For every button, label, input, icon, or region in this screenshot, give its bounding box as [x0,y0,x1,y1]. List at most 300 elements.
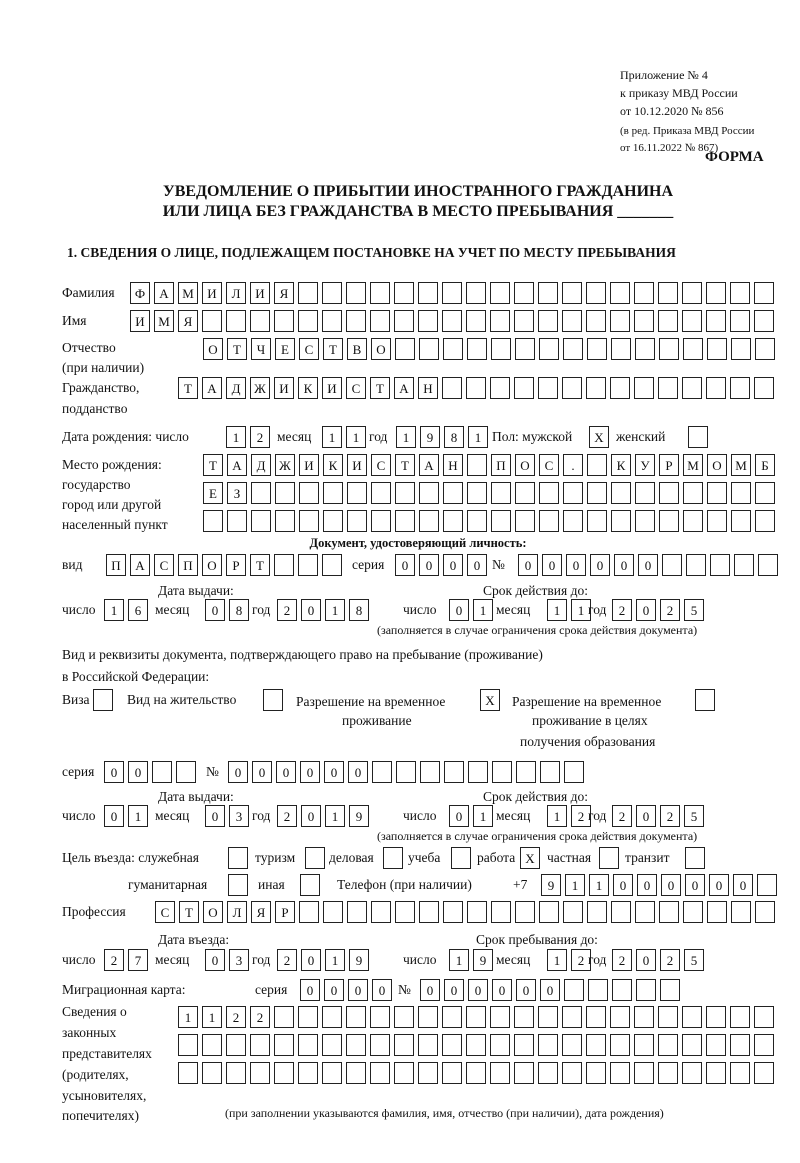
char-cell [370,1034,390,1056]
date-label: месяц [155,808,190,823]
right-valid-year-cells [612,805,708,827]
char-cell: Т [179,901,199,923]
char-cell [683,482,703,504]
char-cell: 2 [571,949,591,971]
char-cell [636,979,656,1001]
char-cell [634,1034,654,1056]
char-cell [274,1062,294,1084]
char-cell [734,554,754,576]
char-cell [492,761,512,783]
char-cell [490,1034,510,1056]
char-cell [730,1034,750,1056]
label-profession: Профессия [62,904,126,919]
label-reps: Сведения о [62,1004,127,1019]
label-reps: представителях [62,1046,152,1061]
char-cell [394,310,414,332]
char-cell: 0 [324,979,344,1001]
right-valid-day-cells [449,805,497,827]
char-cell [563,482,583,504]
char-cell: 0 [516,979,536,1001]
right-number-cells [228,761,588,783]
char-cell: 0 [636,949,656,971]
label-reps: законных [62,1025,117,1040]
char-cell [514,1034,534,1056]
char-cell: Я [178,310,198,332]
char-cell: Б [755,454,775,476]
char-cell [754,282,774,304]
char-cell [394,282,414,304]
char-cell: И [347,454,367,476]
profession-cells [155,901,779,923]
char-cell [610,1062,630,1084]
char-cell [202,1062,222,1084]
purpose-work-checkbox [520,847,544,869]
char-cell [731,338,751,360]
char-cell: С [371,454,391,476]
char-cell: 0 [300,979,320,1001]
label-work: работа [477,850,516,865]
char-cell: 0 [613,874,633,896]
doc-valid-day-cells [449,599,497,621]
char-cell: 0 [372,979,392,1001]
char-cell: 5 [684,949,704,971]
char-cell [610,377,630,399]
char-cell: Я [274,282,294,304]
label-birthplace-city: город или другой [62,497,162,512]
char-cell [203,510,223,532]
char-cell: П [106,554,126,576]
char-cell: 0 [468,979,488,1001]
char-cell: Е [275,338,295,360]
char-cell: 2 [277,599,297,621]
char-cell: М [731,454,751,476]
char-cell [371,482,391,504]
stay-year-cells [612,949,708,971]
label-patronymic-note: (при наличии) [62,360,145,375]
char-cell [298,1006,318,1028]
char-cell [562,1062,582,1084]
right-doc-heading: Вид и реквизиты документа, подтверждающего право на пребывание (проживание) [62,647,543,662]
label-birthplace-locality: населенный пункт [62,517,168,532]
birthplace-cells-3 [203,510,779,532]
purpose-study-checkbox [451,847,475,869]
char-cell [442,377,462,399]
char-cell: 1 [202,1006,222,1028]
char-cell [731,482,751,504]
char-cell: 1 [547,949,567,971]
char-cell [467,338,487,360]
label-female: женский [616,429,666,444]
char-cell [611,901,631,923]
char-cell [682,1006,702,1028]
char-cell: Ф [130,282,150,304]
char-cell [662,554,682,576]
char-cell: X [589,426,609,448]
char-cell: Я [251,901,271,923]
char-cell: Л [227,901,247,923]
char-cell [299,482,319,504]
char-cell [539,901,559,923]
char-cell [346,310,366,332]
char-cell: П [178,554,198,576]
char-cell: 2 [250,426,270,448]
label-patronymic: Отчество [62,340,116,355]
char-cell [322,1006,342,1028]
char-cell: Д [251,454,271,476]
char-cell: 0 [205,599,225,621]
char-cell [612,979,632,1001]
label-trpe: Разрешение на временное [512,694,662,709]
char-cell: 1 [325,805,345,827]
label-birthplace-state: государство [62,477,131,492]
char-cell [634,282,654,304]
char-cell: 0 [205,805,225,827]
char-cell [706,377,726,399]
char-cell: У [635,454,655,476]
label-surname: Фамилия [62,285,115,300]
char-cell [322,1062,342,1084]
char-cell [658,1062,678,1084]
char-cell [298,554,318,576]
label-birth-date: Дата рождения: число [62,429,189,444]
char-cell: С [346,377,366,399]
date-label: число [62,952,96,967]
char-cell [298,1034,318,1056]
char-cell: 1 [547,599,567,621]
char-cell [634,1062,654,1084]
char-cell [442,1062,462,1084]
date-label: число [403,952,437,967]
char-cell [755,510,775,532]
label-reps: попечителях) [62,1108,139,1123]
label-reps: усыновителях, [62,1088,147,1103]
char-cell: 0 [566,554,586,576]
char-cell [298,1062,318,1084]
reps-cells-1 [178,1006,778,1028]
char-cell [347,510,367,532]
char-cell: 0 [300,761,320,783]
name-cells [130,310,778,332]
validity-note: (заполняется в случае ограничения срока действия документа) [377,623,698,637]
purpose-transit-checkbox [685,847,709,869]
char-cell [491,482,511,504]
reps-cells-3 [178,1062,778,1084]
char-cell [659,901,679,923]
char-cell [442,282,462,304]
char-cell: 2 [612,805,632,827]
label-private: частная [547,850,592,865]
char-cell: 0 [419,554,439,576]
char-cell [588,979,608,1001]
char-cell [418,1062,438,1084]
char-cell [418,310,438,332]
mc-series-cells [300,979,396,1001]
char-cell: 0 [661,874,681,896]
char-cell: А [419,454,439,476]
char-cell: 9 [473,949,493,971]
char-cell [514,310,534,332]
char-cell: 7 [128,949,148,971]
char-cell [418,1034,438,1056]
char-cell: 6 [128,599,148,621]
right-doc-heading2: в Российской Федерации: [62,669,210,684]
id-doc-heading: Документ, удостоверяющий личность: [309,536,527,550]
char-cell: 0 [128,761,148,783]
char-cell [682,1062,702,1084]
char-cell [706,1034,726,1056]
date-label: год [252,602,271,617]
char-cell: 9 [420,426,440,448]
char-cell: З [227,482,247,504]
label-right-number: № [206,764,219,779]
char-cell [443,510,463,532]
char-cell: 0 [492,979,512,1001]
date-label: год [588,952,607,967]
char-cell [419,338,439,360]
label-trp2: проживание [342,713,412,728]
label-name: Имя [62,313,87,328]
date-label: число [403,808,437,823]
char-cell: 2 [660,949,680,971]
char-cell [563,901,583,923]
char-cell: 0 [301,949,321,971]
char-cell: 0 [348,979,368,1001]
char-cell: 0 [614,554,634,576]
char-cell [563,510,583,532]
char-cell [275,510,295,532]
doc-kind-cells [106,554,346,576]
citizenship-cells [178,377,778,399]
label-tourism: туризм [255,850,296,865]
purpose-private-checkbox [599,847,623,869]
char-cell [263,689,283,711]
char-cell: 0 [324,761,344,783]
char-cell: 9 [349,805,369,827]
char-cell [757,874,777,896]
char-cell [683,338,703,360]
char-cell: 0 [228,761,248,783]
char-cell [587,338,607,360]
char-cell [466,1006,486,1028]
purpose-tourism-checkbox [305,847,329,869]
char-cell: 2 [226,1006,246,1028]
char-cell [443,901,463,923]
char-cell [586,282,606,304]
char-cell [710,554,730,576]
char-cell [442,310,462,332]
label-citizenship2: подданство [62,401,128,416]
char-cell [467,454,487,476]
char-cell [466,310,486,332]
char-cell [419,482,439,504]
char-cell: К [323,454,343,476]
char-cell [611,482,631,504]
char-cell [515,901,535,923]
char-cell [706,282,726,304]
char-cell [444,761,464,783]
label-mc-number: № [398,982,411,997]
char-cell [682,377,702,399]
char-cell: 3 [229,805,249,827]
char-cell [730,310,750,332]
char-cell [251,482,271,504]
char-cell [658,282,678,304]
char-cell [755,482,775,504]
birth-month-cells [322,426,370,448]
char-cell [539,482,559,504]
label-visa: Виза [62,692,90,707]
label-business: деловая [329,850,374,865]
char-cell [419,901,439,923]
char-cell [538,282,558,304]
label-mc-series: серия [255,982,288,997]
appendix-line: от 16.11.2022 № 867) [620,142,719,154]
birth-day-cells [226,426,274,448]
char-cell [562,377,582,399]
label-transit: транзит [625,850,670,865]
char-cell [250,1034,270,1056]
char-cell [634,310,654,332]
char-cell [635,338,655,360]
char-cell [564,979,584,1001]
appendix-line: к приказу МВД России [620,86,738,100]
date-label: год [252,808,271,823]
char-cell: М [683,454,703,476]
char-cell: 0 [301,599,321,621]
char-cell [695,689,715,711]
date-label: месяц [155,952,190,967]
char-cell [299,901,319,923]
char-cell [394,1062,414,1084]
label-trp: Разрешение на временное [296,694,446,709]
trpe-checkbox [695,689,719,711]
form-title-line2: ИЛИ ЛИЦА БЕЗ ГРАЖДАНСТВА В МЕСТО ПРЕБЫВАНИЯ _______ [162,203,674,220]
section-title: 1. СВЕДЕНИЯ О ЛИЦЕ, ПОДЛЕЖАЩЕМ ПОСТАНОВКЕ НА УЧЕТ ПО МЕСТУ ПРЕБЫВАНИЯ [67,245,676,260]
char-cell: 3 [229,949,249,971]
appendix-line: (в ред. Приказа МВД России [620,125,755,137]
label-valid-until: Срок действия до: [483,583,588,598]
char-cell [707,901,727,923]
char-cell [754,1062,774,1084]
char-cell: О [203,338,223,360]
char-cell [514,282,534,304]
birth-year-cells [396,426,492,448]
reps-cells-2 [178,1034,778,1056]
char-cell [539,510,559,532]
char-cell: И [130,310,150,332]
label-trpe2: проживание в целях [532,713,648,728]
char-cell [251,510,271,532]
char-cell: Л [226,282,246,304]
char-cell: X [480,689,500,711]
char-cell [587,482,607,504]
char-cell [731,901,751,923]
char-cell [418,282,438,304]
label-residence: Вид на жительство [127,692,237,707]
char-cell [202,310,222,332]
char-cell: 2 [277,805,297,827]
label-month: месяц [277,429,312,444]
label-birthplace: Место рождения: [62,457,162,472]
char-cell [371,901,391,923]
char-cell: Т [250,554,270,576]
char-cell: Ж [250,377,270,399]
char-cell [467,482,487,504]
char-cell [274,554,294,576]
char-cell: 0 [449,599,469,621]
female-checkbox [688,426,712,448]
char-cell [466,1062,486,1084]
char-cell [730,1006,750,1028]
label-doc-series: серия [352,557,385,572]
char-cell [93,689,113,711]
char-cell: 1 [178,1006,198,1028]
reps-note: (при заполнении указываются фамилия, имя, отчество (при наличии), дата рождения) [225,1106,664,1120]
char-cell: 8 [229,599,249,621]
char-cell [395,901,415,923]
char-cell: 5 [684,805,704,827]
char-cell: 0 [301,805,321,827]
char-cell: 1 [396,426,416,448]
trp-checkbox [480,689,504,711]
char-cell: . [563,454,583,476]
char-cell: А [227,454,247,476]
label-right-series: серия [62,764,95,779]
char-cell [516,761,536,783]
char-cell [538,1034,558,1056]
char-cell: М [178,282,198,304]
char-cell: И [250,282,270,304]
char-cell [706,1062,726,1084]
char-cell [490,377,510,399]
char-cell: 0 [590,554,610,576]
char-cell [707,338,727,360]
char-cell [682,310,702,332]
char-cell [730,1062,750,1084]
char-cell: 0 [252,761,272,783]
char-cell [305,847,325,869]
char-cell [383,847,403,869]
char-cell [467,510,487,532]
residence-checkbox [263,689,287,711]
char-cell [514,377,534,399]
char-cell [228,874,248,896]
char-cell [730,282,750,304]
male-checkbox [589,426,613,448]
char-cell: 1 [473,599,493,621]
char-cell [610,1006,630,1028]
right-issue-year-cells [277,805,373,827]
char-cell: О [707,454,727,476]
char-cell [346,1062,366,1084]
doc-valid-year-cells [612,599,708,621]
char-cell: Е [203,482,223,504]
char-cell: Т [227,338,247,360]
char-cell [323,510,343,532]
char-cell: 0 [518,554,538,576]
char-cell [730,377,750,399]
char-cell [586,377,606,399]
char-cell [562,282,582,304]
char-cell: X [520,847,540,869]
char-cell [610,1034,630,1056]
char-cell: О [371,338,391,360]
char-cell: С [155,901,175,923]
char-cell: К [611,454,631,476]
char-cell: 0 [638,554,658,576]
char-cell: Т [323,338,343,360]
char-cell [685,847,705,869]
